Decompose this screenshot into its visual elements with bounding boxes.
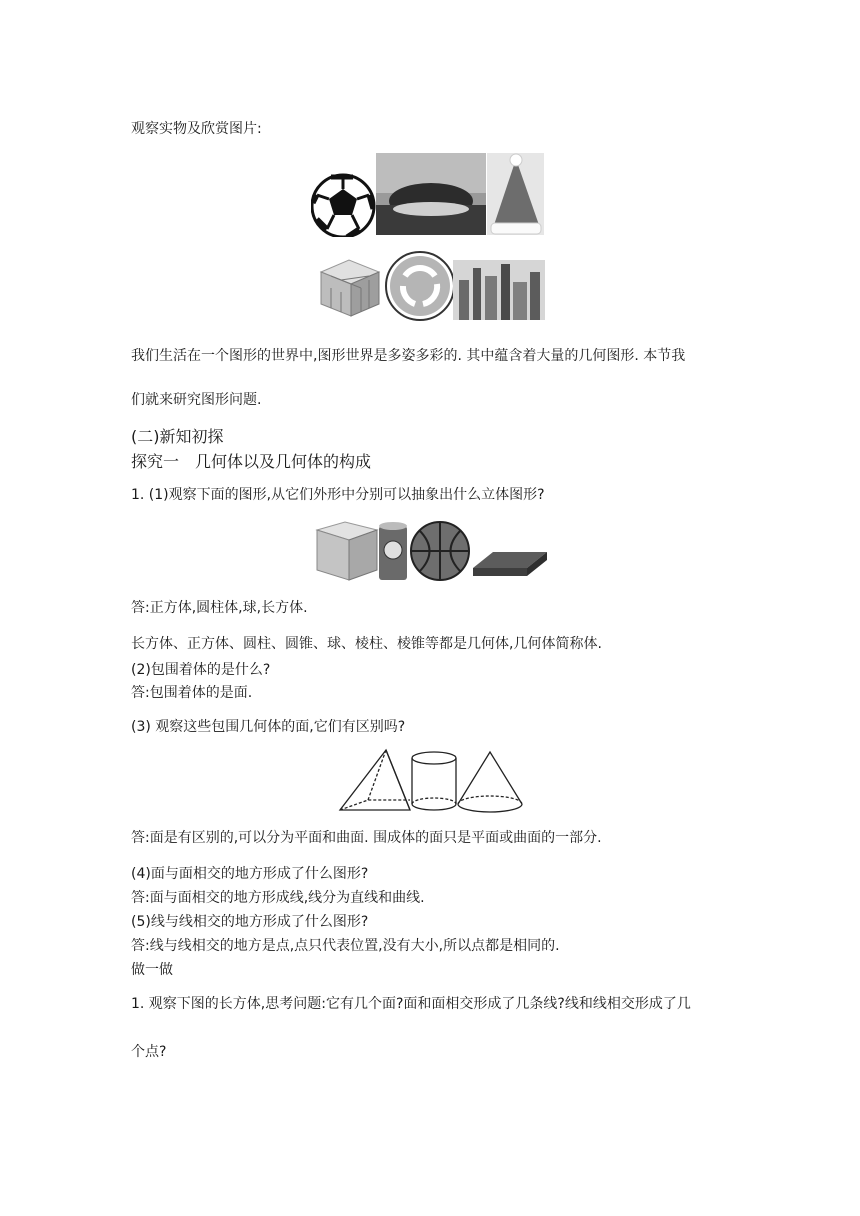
pyramid-drawing [340,750,410,810]
answer-4: 答:面与面相交的地方形成线,线分为直线和曲线. [131,890,425,906]
subsection-heading: 探究一 几何体以及几何体的构成 [131,452,372,471]
grand-theatre-photo [376,153,486,235]
paragraph-line-2: 们就来研究图形问题. [131,392,262,408]
cylinder-drawing [412,752,456,810]
book-object-photo [473,552,547,576]
answer-1: 答:正方体,圆柱体,球,长方体. [131,600,308,616]
exercise-1-line-1: 1. 观察下图的长方体,思考问题:它有几个面?面和面相交形成了几条线?线和线相交形成了几 [131,996,691,1012]
photo-row-2-figure [313,250,547,322]
cone-drawing [458,752,522,812]
cube-object-photo [317,522,377,580]
definition-line: 长方体、正方体、圆柱、圆锥、球、棱柱、棱锥等都是几何体,几何体简称体. [131,636,602,652]
can-object-photo [379,522,407,580]
exercise-1-line-2: 个点? [131,1044,167,1060]
paragraph-line-1: 我们生活在一个图形的世界中,图形世界是多姿多彩的. 其中蕴含着大量的几何图形. 本节我 [131,348,686,364]
rubiks-cube-photo [321,260,379,316]
roundabout-sign-photo [386,252,454,320]
question-5: (5)线与线相交的地方形成了什么图形? [131,914,369,930]
photo-row-1-figure [311,153,547,237]
santa-hat-photo [487,153,544,235]
section-heading: (二)新知初探 [131,427,224,446]
soccer-ball-photo [312,175,374,237]
photo-row-1 [311,153,547,237]
solids-figure [338,748,524,814]
basketball-object-photo [411,522,469,580]
question-1: 1. (1)观察下面的图形,从它们外形中分别可以抽象出什么立体图形? [131,487,545,503]
question-4: (4)面与面相交的地方形成了什么图形? [131,866,369,882]
objects-figure-svg [315,520,549,582]
answer-2: 答:包围着体的是面. [131,685,253,701]
answer-3: 答:面是有区别的,可以分为平面和曲面. 围成体的面只是平面或曲面的一部分. [131,830,602,846]
objects-figure [315,520,549,582]
question-2: (2)包围着体的是什么? [131,662,271,678]
question-3: (3) 观察这些包围几何体的面,它们有区别吗? [131,719,406,735]
try-it-heading: 做一做 [131,962,173,978]
answer-5: 答:线与线相交的地方是点,点只代表位置,没有大小,所以点都是相同的. [131,938,560,954]
city-skyline-photo [453,260,545,320]
solids-figure-svg [338,748,524,814]
intro-line: 观察实物及欣赏图片: [131,121,262,137]
photo-row-2 [313,250,547,322]
